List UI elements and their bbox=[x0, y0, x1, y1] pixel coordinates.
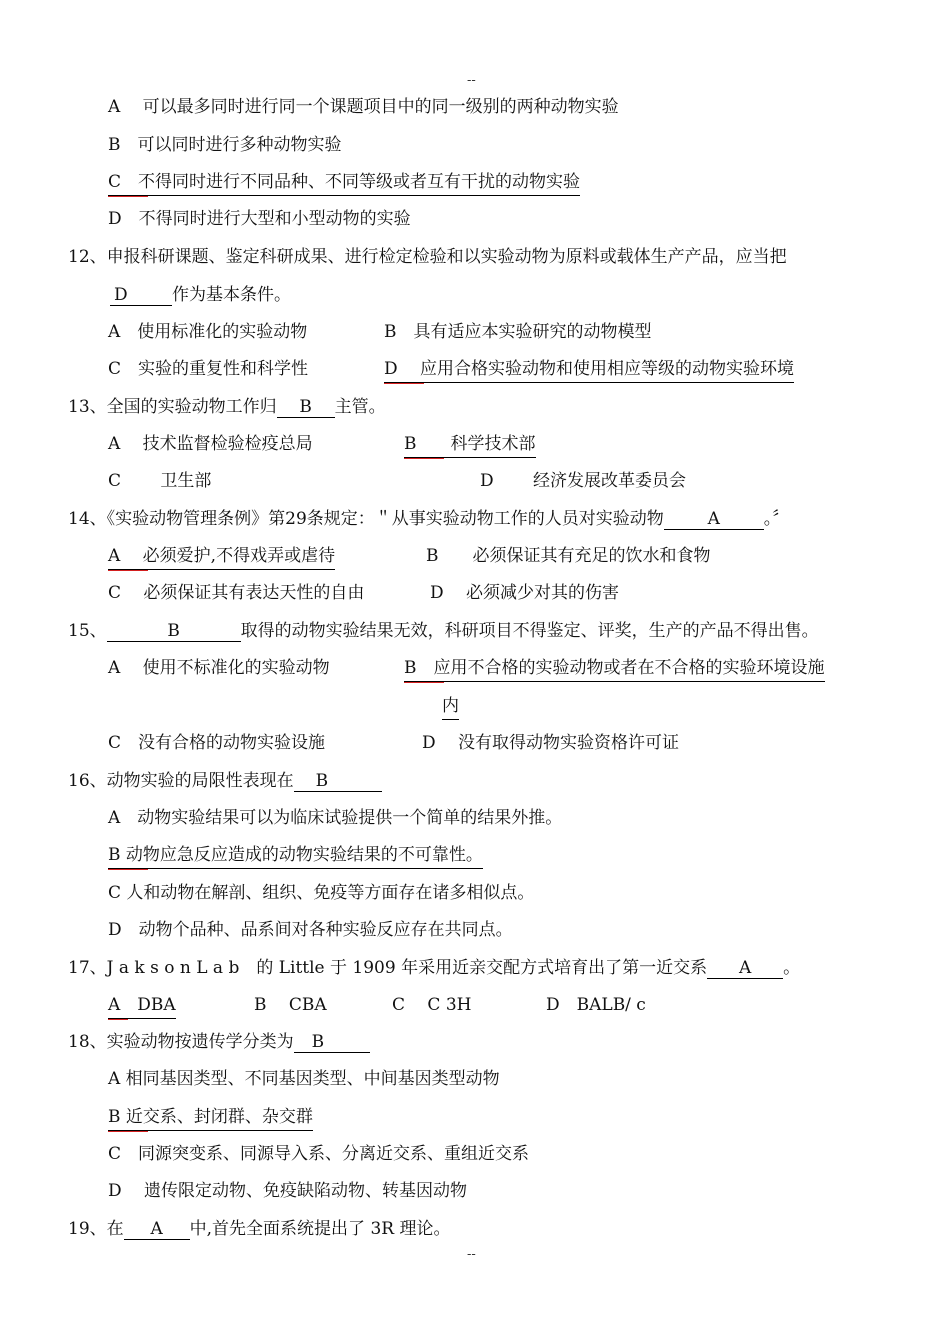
question-14: 14、《实验动物管理条例》第29条规定：＂从事实验动物工作的人员对实验动物 A 。〞 bbox=[68, 509, 790, 529]
option-line: D 不得同时进行大型和小型动物的实验 bbox=[108, 209, 411, 229]
option-line: A 相同基因类型、不同基因类型、中间基因类型动物 bbox=[108, 1069, 500, 1089]
question-18: 18、实验动物按遗传学分类为 B bbox=[68, 1031, 370, 1053]
option-line: B 必须保证其有充足的饮水和食物 bbox=[426, 546, 711, 566]
option-line: A 使用标准化的实验动物 bbox=[108, 322, 308, 342]
option-line: C C 3H bbox=[392, 995, 472, 1015]
option-line: A 技术监督检验检疫总局 bbox=[108, 434, 313, 454]
answer-option: C 不得同时进行不同品种、不同等级或者互有干扰的动物实验 bbox=[108, 171, 580, 193]
option-line: C 没有合格的动物实验设施 bbox=[108, 733, 326, 753]
option-line: A 使用不标准化的实验动物 bbox=[108, 658, 330, 678]
question-17: 17、J a k s o n L a b 的 Little 于 1909 年采用近亲交配方式培育出了第一近交系 A 。 bbox=[68, 958, 801, 978]
option-line: D 必须减少对其的伤害 bbox=[430, 583, 620, 603]
answer-option-cont: 内 bbox=[442, 696, 459, 716]
answer-option: A 必须爱护,不得戏弄或虐待 bbox=[108, 545, 335, 567]
page-mark-top: -- bbox=[467, 73, 476, 88]
option-line: A 动物实验结果可以为临床试验提供一个简单的结果外推。 bbox=[108, 808, 563, 828]
option-line: C 卫生部 bbox=[108, 471, 212, 491]
option-line: B 可以同时进行多种动物实验 bbox=[108, 135, 342, 155]
answer-option: A DBA bbox=[108, 994, 176, 1016]
option-line: D 经济发展改革委员会 bbox=[480, 471, 687, 491]
option-line: B 具有适应本实验研究的动物模型 bbox=[384, 322, 652, 342]
answer-option: B 科学技术部 bbox=[404, 433, 536, 455]
option-line: D 动物个品种、品系间对各种实验反应存在共同点。 bbox=[108, 920, 513, 940]
answer-option: B 近交系、封闭群、杂交群 bbox=[108, 1106, 313, 1128]
option-line: C 实验的重复性和科学性 bbox=[108, 359, 309, 379]
option-line: C 人和动物在解剖、组织、免疫等方面存在诸多相似点。 bbox=[108, 883, 535, 903]
answer-option: B 应用不合格的实验动物或者在不合格的实验环境设施 bbox=[404, 657, 825, 679]
question-12-cont: D 作为基本条件。 bbox=[110, 284, 291, 306]
option-line: D 遗传限定动物、免疫缺陷动物、转基因动物 bbox=[108, 1181, 468, 1201]
answer-option: D 应用合格实验动物和使用相应等级的动物实验环境 bbox=[384, 358, 794, 380]
option-line: D BALB/ c bbox=[546, 995, 646, 1015]
page-mark-bottom: -- bbox=[467, 1247, 476, 1262]
option-line: C 同源突变系、同源导入系、分离近交系、重组近交系 bbox=[108, 1144, 530, 1164]
option-line: A 可以最多同时进行同一个课题项目中的同一级别的两种动物实验 bbox=[108, 97, 619, 117]
answer-option: B 动物应急反应造成的动物实验结果的不可靠性。 bbox=[108, 844, 483, 866]
option-line: C 必须保证其有表达天性的自由 bbox=[108, 583, 365, 603]
question-19: 19、在 A 中,首先全面系统提出了 3R 理论。 bbox=[68, 1219, 451, 1239]
option-line: D 没有取得动物实验资格许可证 bbox=[422, 733, 680, 753]
option-line: B CBA bbox=[254, 995, 327, 1015]
question-15: 15、 B 取得的动物实验结果无效，科研项目不得鉴定、评奖，生产的产品不得出售。 bbox=[68, 621, 819, 641]
question-16: 16、动物实验的局限性表现在 B bbox=[68, 770, 382, 792]
question-13: 13、全国的实验动物工作归 B 主管。 bbox=[68, 397, 386, 417]
question-12: 12、申报科研课题、鉴定科研成果、进行检定检验和以实验动物为原料或载体生产产品，应当把 bbox=[68, 247, 787, 267]
